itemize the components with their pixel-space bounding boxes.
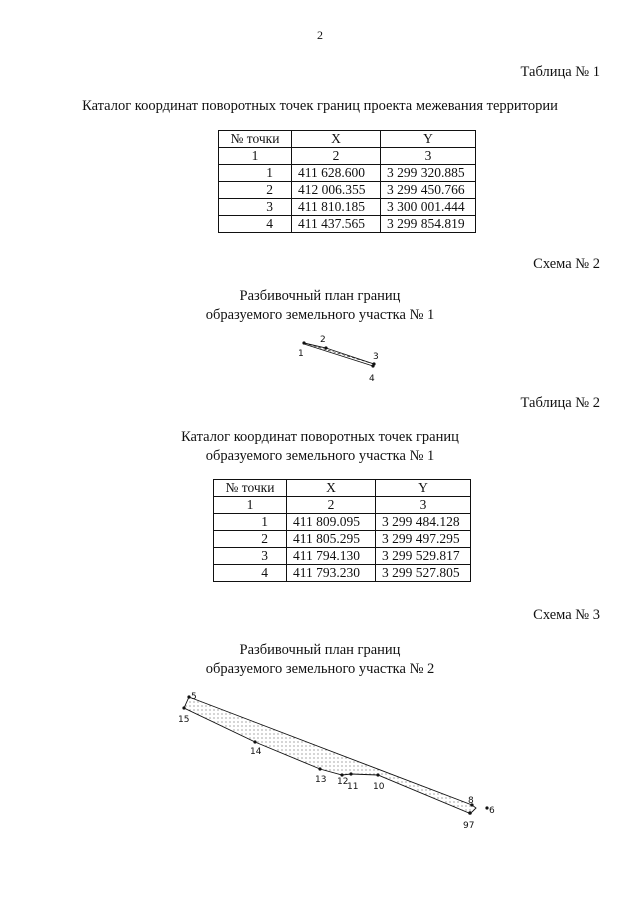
table2-title-line2: образуемого земельного участка № 1 <box>205 448 435 464</box>
point-number: 4 <box>214 565 287 582</box>
scheme3-label-14: 14 <box>250 747 262 757</box>
coord-y: 3 299 450.766 <box>381 182 476 199</box>
coord-x: 411 793.230 <box>287 565 376 582</box>
scheme2-label-4: 4 <box>369 374 375 384</box>
coord-y: 3 299 527.805 <box>376 565 471 582</box>
table2-header-x: X <box>287 480 376 497</box>
point-number: 2 <box>214 531 287 548</box>
coord-y: 3 299 320.885 <box>381 165 476 182</box>
scheme3-title-line2: образуемого земельного участка № 2 <box>205 661 435 677</box>
table2-title-line1: Каталог координат поворотных точек границ <box>181 429 459 445</box>
table1-header-point: № точки <box>219 131 292 148</box>
scheme3-parcel <box>178 692 495 831</box>
scheme3-point-10 <box>376 773 379 776</box>
scheme3-label-13: 13 <box>315 775 327 785</box>
table2-index-cell: 1 <box>214 497 287 514</box>
coord-x: 411 809.095 <box>287 514 376 531</box>
scheme3-point-97 <box>468 811 472 815</box>
coord-x: 411 805.295 <box>287 531 376 548</box>
coord-x: 411 794.130 <box>287 548 376 565</box>
table2-header-y: Y <box>376 480 471 497</box>
table1-label: Таблица № 1 <box>520 64 600 80</box>
scheme3-point-11 <box>349 772 352 775</box>
point-number: 1 <box>214 514 287 531</box>
table2-index-cell: 2 <box>287 497 376 514</box>
point-number: 3 <box>219 199 292 216</box>
page-number: 2 <box>317 28 323 42</box>
coord-x: 411 810.185 <box>292 199 381 216</box>
coord-y: 3 299 529.817 <box>376 548 471 565</box>
scheme3-label-15: 15 <box>178 715 190 725</box>
coord-y: 3 299 854.819 <box>381 216 476 233</box>
scheme3-point-13 <box>318 767 321 770</box>
scheme3-label-5: 5 <box>191 692 197 702</box>
scheme3-label-11: 11 <box>347 782 359 792</box>
point-number: 4 <box>219 216 292 233</box>
scheme3-label: Схема № 3 <box>533 607 600 623</box>
point-number: 1 <box>219 165 292 182</box>
coord-x: 411 437.565 <box>292 216 381 233</box>
scheme2-title-line2: образуемого земельного участка № 1 <box>205 307 435 323</box>
coord-x: 412 006.355 <box>292 182 381 199</box>
scheme3-label-97: 97 <box>463 821 475 831</box>
table1-header-y: Y <box>381 131 476 148</box>
scheme2-label: Схема № 2 <box>533 256 600 272</box>
table1-index-cell: 3 <box>381 148 476 165</box>
coord-y: 3 299 497.295 <box>376 531 471 548</box>
scheme2-title-line1: Разбивочный план границ <box>239 288 401 304</box>
point-number: 3 <box>214 548 287 565</box>
coord-x: 411 628.600 <box>292 165 381 182</box>
table1-index-cell: 2 <box>292 148 381 165</box>
scheme2-label-1: 1 <box>298 349 304 359</box>
scheme3-label-10: 10 <box>373 782 385 792</box>
scheme3-title-line1: Разбивочный план границ <box>239 642 401 658</box>
table2-header-point: № точки <box>214 480 287 497</box>
table2-index-cell: 3 <box>376 497 471 514</box>
table2-label: Таблица № 2 <box>520 395 600 411</box>
scheme3-label-6: 6 <box>489 806 495 816</box>
scheme3-label-8: 8 <box>468 796 474 806</box>
point-number: 2 <box>219 182 292 199</box>
table1-index-cell: 1 <box>219 148 292 165</box>
scheme2-label-2: 2 <box>320 335 326 345</box>
table1-title-text: Каталог координат поворотных точек границ проекта межевания территории <box>82 98 558 114</box>
scheme3-label-12: 12 <box>337 777 349 787</box>
scheme3-hatched-area <box>184 697 476 813</box>
table1-header-x: X <box>292 131 381 148</box>
coord-y: 3 300 001.444 <box>381 199 476 216</box>
scheme2-label-3: 3 <box>373 352 379 362</box>
scheme3-point-14 <box>253 740 256 743</box>
coord-y: 3 299 484.128 <box>376 514 471 531</box>
scheme3-point-15 <box>182 706 185 709</box>
